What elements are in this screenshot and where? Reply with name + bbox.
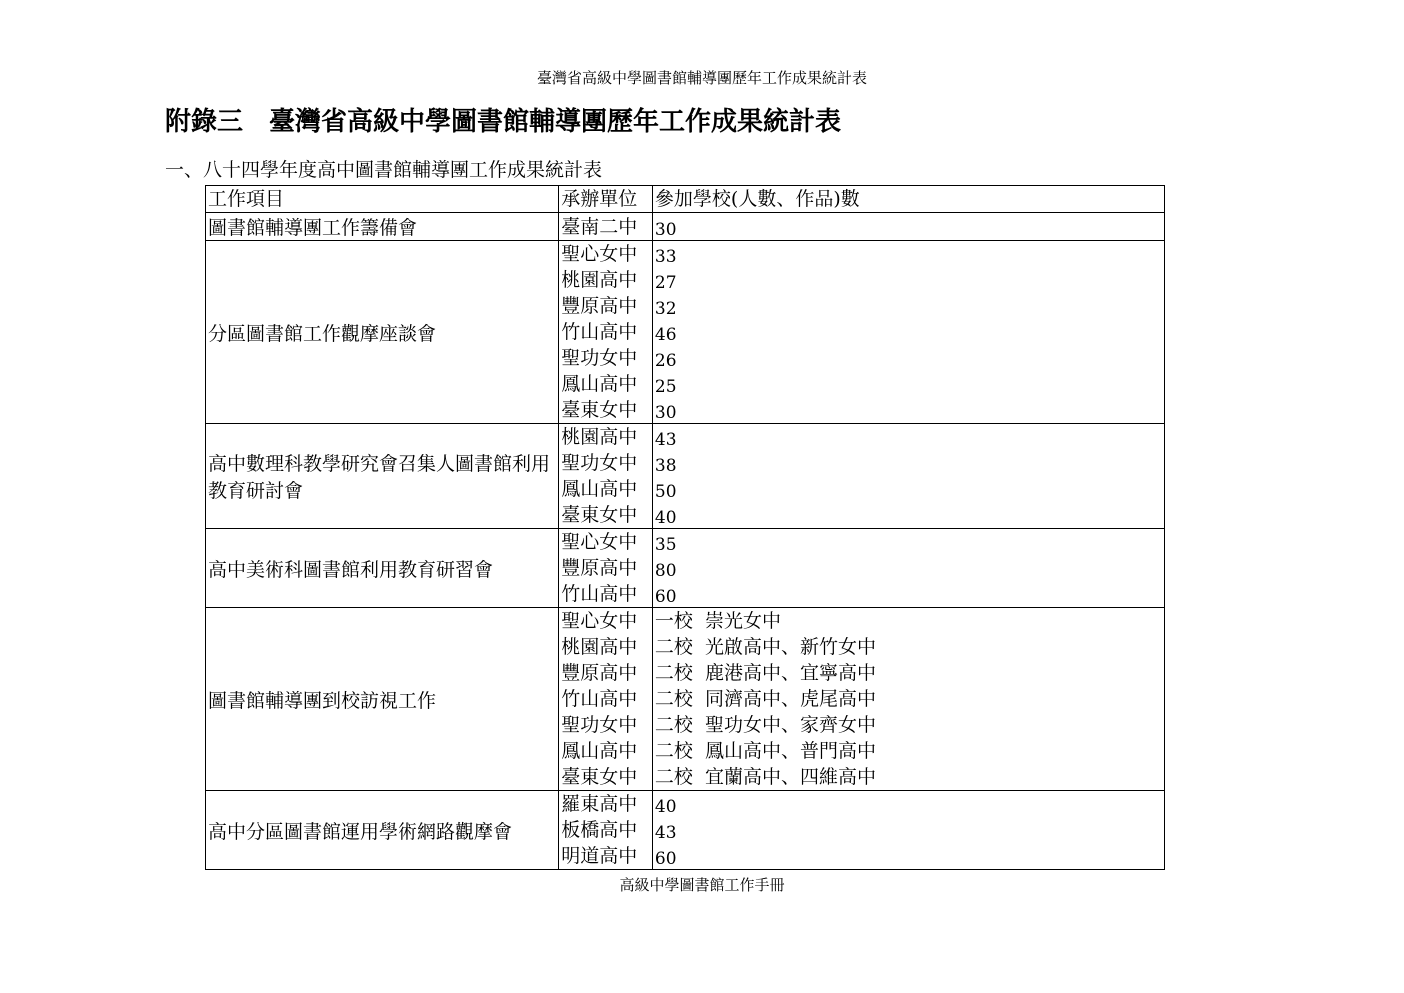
participant-count: 30: [654, 219, 677, 240]
work-item-cell: 圖書館輔導團到校訪視工作: [206, 608, 559, 791]
host-unit: 臺南二中: [561, 215, 638, 238]
participant-value: [655, 529, 1162, 555]
host-unit: 臺東女中: [561, 399, 638, 421]
results-table: [205, 185, 1165, 870]
host-unit: 聖功女中: [561, 714, 638, 736]
participant-count: 60: [654, 849, 677, 869]
participant-count: 80: [654, 561, 677, 581]
participant-count: 32: [654, 299, 677, 319]
participant-count: 50: [654, 482, 677, 502]
host-unit: 聖心女中: [561, 610, 638, 632]
page-title: [165, 104, 841, 140]
participant-value: [655, 371, 1162, 397]
participant-count: 35: [654, 535, 677, 555]
host-unit-cell: [559, 241, 653, 424]
host-unit: 豐原高中: [561, 557, 638, 579]
participant-count: 25: [654, 377, 677, 397]
host-unit: 鳳山高中: [561, 373, 638, 395]
participants-cell: [652, 608, 1164, 791]
host-unit-cell: [559, 213, 653, 241]
work-item-cell: 高中分區圖書館運用學術網路觀摩會: [206, 791, 559, 870]
host-unit: 竹山高中: [561, 688, 638, 710]
participant-value: 二校 鹿港高中、宜寧高中: [654, 662, 876, 684]
participant-count: 27: [654, 273, 677, 293]
participant-count: 60: [654, 587, 677, 607]
participant-count: 43: [654, 823, 677, 843]
participant-count: 38: [654, 456, 677, 476]
host-unit: 鳳山高中: [561, 740, 638, 762]
host-unit: 竹山高中: [561, 583, 638, 605]
participants-cell: [652, 213, 1164, 241]
host-unit: 鳳山高中: [561, 478, 638, 500]
participant-value: [655, 843, 1162, 869]
host-unit: 羅東高中: [561, 793, 638, 815]
host-unit-cell: [559, 608, 653, 791]
participant-count: 40: [654, 797, 677, 817]
host-unit: 臺東女中: [561, 504, 638, 526]
host-unit: 臺東女中: [561, 766, 638, 788]
running-footer: 高級中學圖書館工作手冊: [619, 876, 785, 894]
host-unit-cell: [559, 529, 653, 608]
participant-value: [655, 319, 1162, 345]
participant-value: [655, 267, 1162, 293]
host-unit-cell: [559, 791, 653, 870]
host-unit: 聖心女中: [561, 243, 638, 265]
participant-count: 33: [654, 247, 677, 267]
participant-value: 二校 鳳山高中、普門高中: [654, 740, 876, 762]
participant-value: [655, 424, 1162, 450]
host-unit: 明道高中: [561, 845, 638, 867]
work-item-cell: 圖書館輔導團工作籌備會: [206, 213, 559, 241]
work-item-cell: 分區圖書館工作觀摩座談會: [206, 241, 559, 424]
participant-value: 一校 崇光女中: [654, 610, 781, 632]
header-participants: 參加學校(人數、作品)數: [652, 186, 1164, 213]
participants-cell: [652, 529, 1164, 608]
work-item-cell: 高中數理科教學研究會召集人圖書館利用教育研討會: [206, 424, 559, 529]
header-host-unit: 承辦單位: [559, 186, 653, 213]
table-row: [206, 241, 1165, 424]
participant-count: 40: [654, 508, 677, 528]
participant-value: [655, 502, 1162, 528]
participant-count: 46: [654, 325, 677, 345]
host-unit: 聖功女中: [561, 347, 638, 369]
participant-value: [655, 214, 1162, 240]
participant-value: [655, 476, 1162, 502]
header-work-item: 工作項目: [206, 186, 559, 213]
host-unit: 桃園高中: [561, 636, 638, 658]
host-unit: 桃園高中: [561, 426, 638, 448]
participants-cell: [652, 424, 1164, 529]
participant-value: [655, 450, 1162, 476]
host-unit: 聖心女中: [561, 531, 638, 553]
host-unit: 竹山高中: [561, 321, 638, 343]
appendix-label: 附錄三: [165, 107, 244, 137]
host-unit: 板橋高中: [561, 819, 638, 841]
participant-value: 二校 同濟高中、虎尾高中: [654, 688, 876, 710]
participant-value: [655, 791, 1162, 817]
participants-cell: [652, 241, 1164, 424]
participant-value: [655, 817, 1162, 843]
host-unit: 豐原高中: [561, 295, 638, 317]
host-unit: 聖功女中: [561, 452, 638, 474]
participant-value: [655, 581, 1162, 607]
participant-value: 二校 聖功女中、家齊女中: [654, 714, 876, 736]
participant-value: [655, 555, 1162, 581]
participant-count: 30: [654, 403, 677, 423]
participant-value: [655, 345, 1162, 371]
table-header-row: [206, 186, 1165, 213]
table-row: [206, 791, 1165, 870]
participant-value: 二校 光啟高中、新竹女中: [654, 636, 876, 658]
participant-count: 43: [654, 430, 677, 450]
section-title: 一、八十四學年度高中圖書館輔導團工作成果統計表: [165, 159, 603, 181]
participant-value: [655, 397, 1162, 423]
host-unit-cell: [559, 424, 653, 529]
work-item-cell: 高中美術科圖書館利用教育研習會: [206, 529, 559, 608]
table-row: [206, 529, 1165, 608]
participant-count: 26: [654, 351, 677, 371]
participant-value: 二校 宜蘭高中、四維高中: [654, 766, 876, 788]
host-unit: 桃園高中: [561, 269, 638, 291]
participant-value: [655, 241, 1162, 267]
participants-cell: [652, 791, 1164, 870]
table-row: [206, 213, 1165, 241]
running-header: 臺灣省高級中學圖書館輔導團歷年工作成果統計表: [536, 69, 867, 87]
table-row: [206, 424, 1165, 529]
host-unit: 豐原高中: [561, 662, 638, 684]
title-text: 臺灣省高級中學圖書館輔導團歷年工作成果統計表: [269, 107, 842, 137]
table-row: [206, 608, 1165, 791]
participant-value: [655, 293, 1162, 319]
